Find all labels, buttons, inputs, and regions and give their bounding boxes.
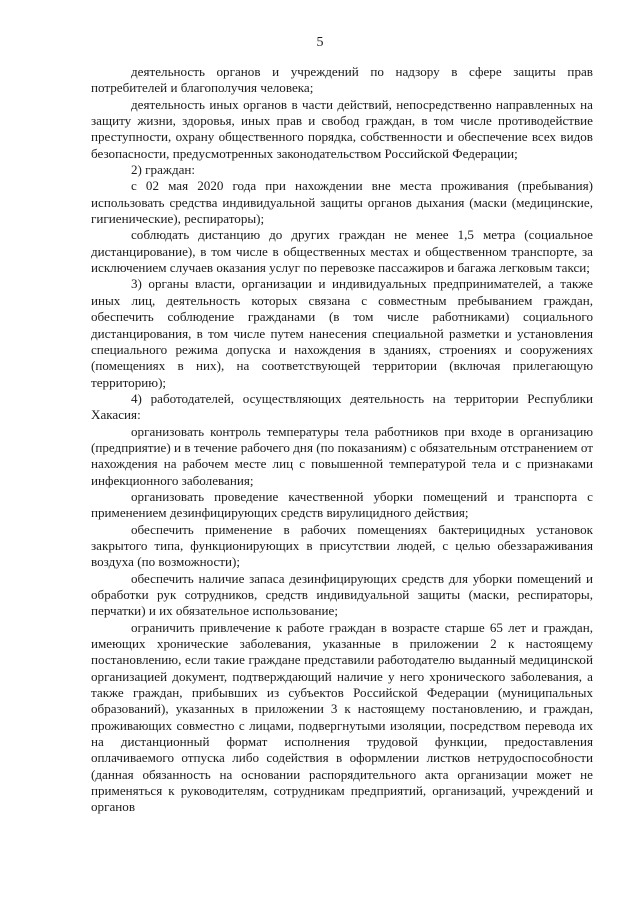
paragraph-temperature-control: организовать контроль температуры тела работников при входе в организацию (предприятие) и в течение рабочего дня (по показаниям) с обязательным отстранением от нахождения на рабочем месте лиц с повышенной температурой тела и с признаками инфекционного заболевания; <box>91 423 593 488</box>
paragraph-authorities-organizations: 3) органы власти, организации и индивидуальных предпринимателей, а также иных лиц, деятельность которых связана с совместным пребыванием граждан, обеспечить соблюдение гражданами (в том числе работниками) социального дистанцирования, в том числе путем нанесения специальной разметки и установления специального режима допуска и нахождения в зданиях, строениях и сооружениях (помещениях в них), на соответствующей территории (включая прилегающую территорию); <box>91 276 593 390</box>
paragraph-social-distance: соблюдать дистанцию до других граждан не менее 1,5 метра (социальное дистанцирование), в том числе в общественных местах и общественном транспорте, за исключением случаев оказания услуг по перевозке пассажиров и багажа легковым такси; <box>91 227 593 276</box>
paragraph-other-bodies: деятельность иных органов в части действий, непосредственно направленных на защиту жизни, здоровья, иных прав и свобод граждан, в том числе противодействие преступности, охрану общественного порядка, собственности и обеспечение всех видов безопасности, предусмотренных законодательством Российской Федерации; <box>91 96 593 161</box>
page-number: 5 <box>316 35 324 50</box>
body-text <box>91 64 593 816</box>
paragraph-cleaning: организовать проведение качественной уборки помещений и транспорта с применением дезинфицирующих средств вирулицидного действия; <box>91 488 593 521</box>
paragraph-employers-heading: 4) работодателей, осуществляющих деятельность на территории Республики Хакасия: <box>91 390 593 423</box>
paragraph-limit-employment: ограничить привлечение к работе граждан в возрасте старше 65 лет и граждан, имеющих хронические заболевания, указанные в приложении 2 к настоящему постановлению, если такие граждане представили работодателю выданный медицинской организацией документ, подтверждающий наличие у него хронического заболевания, а также граждан, прибывших из субъектов Российской Федерации (муниципальных образований), указанных в приложении 3 к настоящему постановлению, и граждан, проживающих совместно с лицами, подвергнутыми изоляции, посредством перевода их на дистанционный формат исполнения трудовой функции, предоставления оплачиваемого отпуска либо содействия в оформлении листков нетрудоспособности (данная обязанность на основании распорядительного акта организации может не применяться к руководителям, сотрудникам предприятий, организаций, учреждений и органов <box>91 619 593 815</box>
paragraph-masks: с 02 мая 2020 года при нахождении вне места проживания (пребывания) использовать средства индивидуальной защиты органов дыхания (маски (медицинские, гигиенические), респираторы); <box>91 178 593 227</box>
paragraph-disinfectant-supply: обеспечить наличие запаса дезинфицирующих средств для уборки помещений и обработки рук сотрудников, средств индивидуальной защиты (маски, респираторы, перчатки) и их обязательное использование; <box>91 570 593 619</box>
paragraph-supervision-bodies: деятельность органов и учреждений по надзору в сфере защиты прав потребителей и благополучия человека; <box>91 64 593 96</box>
paragraph-citizens-heading: 2) граждан: <box>131 162 196 178</box>
paragraph-bactericidal-units: обеспечить применение в рабочих помещениях бактерицидных установок закрытого типа, функционирующих в присутствии людей, с целью обеззараживания воздуха (по возможности); <box>91 521 593 570</box>
